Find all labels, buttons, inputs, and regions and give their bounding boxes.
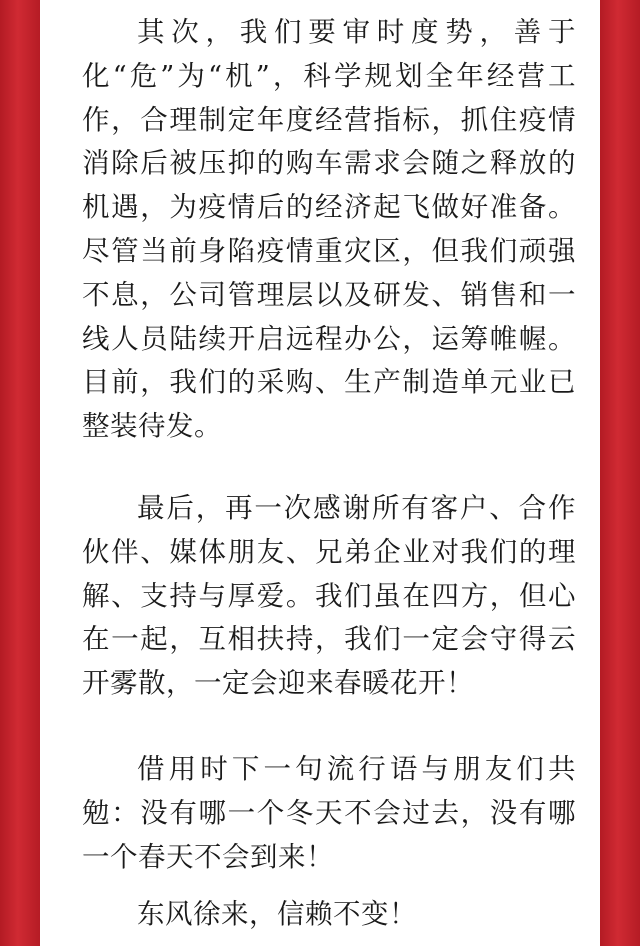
right-red-border	[600, 0, 640, 946]
letter-page	[40, 0, 600, 946]
paragraph-thanks: 最后，再一次感谢所有客户、合作伙伴、媒体朋友、兄弟企业对我们的理解、支持与厚爱。我们虽在四方，但心在一起，互相扶持，我们一定会守得云开雾散，一定会迎来春暖花开！	[82, 492, 576, 700]
paragraph-strategy: 其次，我们要审时度势，善于化“危”为“机”，科学规划全年经营工作，合理制定年度经营指标，抓住疫情消除后被压抑的购车需求会随之释放的机遇，为疫情后的经济起飞做好准备。尽管当前身陷疫情重灾区，但我们顽强不息，公司管理层以及研发、销售和一线人员陆续开启远程办公，运筹帷幄。目前，我们的采购、生产制造单元业已整装待发。	[82, 16, 576, 443]
paragraph-encouragement: 借用时下一句流行语与朋友们共勉：没有哪一个冬天不会过去，没有哪一个春天不会到来！	[82, 753, 576, 873]
paragraph-closing: 东风徐来，信赖不变！	[137, 898, 417, 930]
left-red-border	[0, 0, 40, 946]
